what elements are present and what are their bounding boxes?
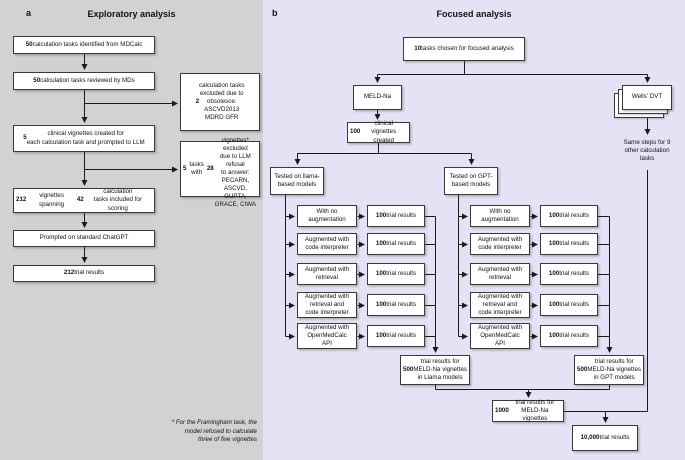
node-result-gpt-5: 100 trial results [540,325,598,347]
node-result-gpt-4: 100 trial results [540,294,598,316]
node-aug-llama-code: Augmented with code interpreter [297,233,357,255]
node-vignettes-created: 5 clinical vignettes created for each calculation task and prompted to LLM [13,125,155,152]
node-aug-llama-retrieval: Augmented with retrieval [297,263,357,285]
node-aug-gpt-retrieval-code: Augmented with retrieval and code interpreter [470,292,530,318]
node-included-scoring: 212 vignettes spanning 42 calculation tasks included for scoring [13,188,155,213]
panel-b-label: b [272,8,278,18]
node-result-llama-3: 100 trial results [367,263,425,285]
node-aug-gpt-code: Augmented with code interpreter [470,233,530,255]
node-aug-llama-retrieval-code: Augmented with retrieval and code interpreter [297,292,357,318]
node-excluded-obsolete: 2 calculation tasks excluded due to obsolesce: ASCVD2013 MDRD GFR [180,73,260,131]
node-result-gpt-3: 100 trial results [540,263,598,285]
node-wells-dvt: Wells' DVT [622,85,672,110]
node-result-llama-4: 100 trial results [367,294,425,316]
node-result-gpt-2: 100 trial results [540,233,598,255]
node-aug-gpt-none: With no augmentation [470,205,530,227]
node-result-llama-2: 100 trial results [367,233,425,255]
node-tasks-identified: 50 calculation tasks identified from MDCalc [13,36,155,54]
footnote-framingham: * For the Framingham task, the model refused to calculate three of five vignettes [171,419,257,444]
node-aug-gpt-openmedcalc: Augmented with OpenMedCalc API [470,323,530,349]
panel-b-title: Focused analysis [436,9,512,19]
node-prompted-chatgpt: Prompted on standard ChatGPT [13,230,155,247]
node-trial-results-212: 212 trial results [13,265,155,282]
node-tasks-chosen: 10 tasks chosen for focused analysis [403,37,525,61]
node-aug-gpt-retrieval: Augmented with retrieval [470,263,530,285]
panel-a-title: Exploratory analysis [87,9,176,19]
node-500-gpt: 500 trial results for MELD-Na vignettes in GPT models [574,355,644,385]
node-result-llama-5: 100 trial results [367,325,425,347]
node-excluded-refusal: 5 tasks with 28 vignettes* excluded due to LLM refusal to answer: PECARN, ASCVD, GUPTA, [180,141,260,197]
node-meld-na: MELD-Na [353,85,402,110]
node-result-gpt-1: 100 trial results [540,205,598,227]
node-10000-total: 10,000 trial results [572,425,638,451]
node-100-vignettes: 100 clinical vignettes created [347,122,410,143]
node-tested-gpt: Tested on GPT- based models [444,167,498,195]
panel-a-label: a [26,8,32,18]
same-steps-note: Same steps for 9 other calculation tasks [623,139,671,163]
node-aug-llama-none: With no augmentation [297,205,357,227]
node-aug-llama-openmedcalc: Augmented with OpenMedCalc API [297,323,357,349]
node-result-llama-1: 100 trial results [367,205,425,227]
node-tested-llama: Tested on llama- based models [270,167,324,195]
node-tasks-reviewed: 50 calculation tasks reviewed by MDs [13,72,155,90]
node-1000-meldna: 1000 trial results for MELD-Na vignettes [492,400,564,422]
node-500-llama: 500 trial results for MELD-Na vignettes in Llama models [400,355,470,385]
